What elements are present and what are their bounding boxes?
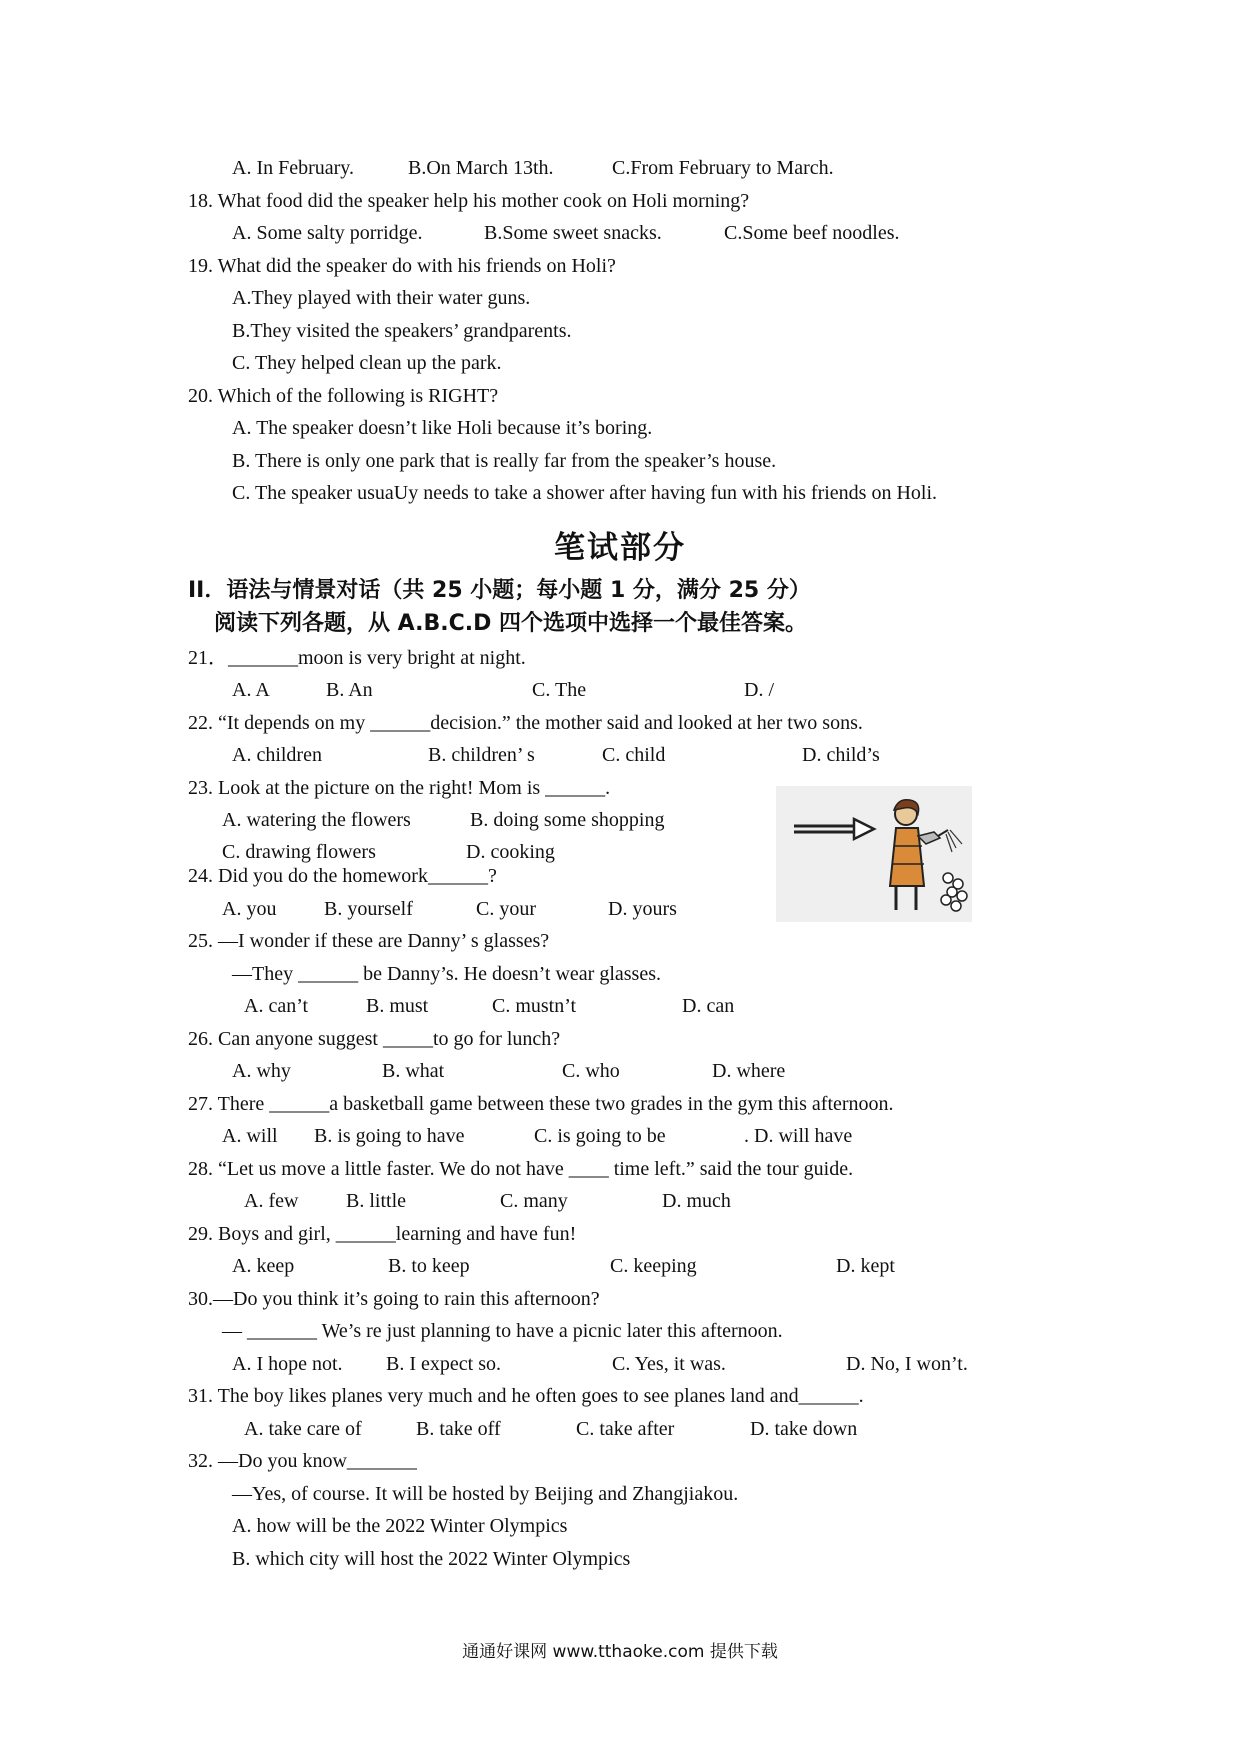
q30-option-a: A. I hope not. [232, 1353, 343, 1375]
q30-stem: 30.—Do you think it’s going to rain this afternoon? [188, 1288, 600, 1310]
page-footer: 通通好课网 www.tthaoke.com 提供下载 [462, 1642, 778, 1662]
section-heading: II．语法与情景对话（共 25 小题；每小题 1 分，满分 25 分） [188, 578, 811, 603]
q24-option-a: A. you [222, 898, 277, 920]
q21-option-b: B. An [326, 679, 373, 701]
q31-option-c: C. take after [576, 1418, 675, 1440]
q30-option-b: B. I expect so. [386, 1353, 501, 1375]
q31-option-b: B. take off [416, 1418, 501, 1440]
q20-option-b: B. There is only one park that is really far from the speaker’s house. [232, 450, 777, 472]
woman-watering-flowers-illustration [776, 786, 972, 922]
q22-stem: 22. “It depends on my ______decision.” the mother said and looked at her two sons. [188, 712, 863, 734]
q22-option-a: A. children [232, 744, 322, 766]
q18-option-c: C.Some beef noodles. [724, 222, 900, 244]
q21-option-d: D. / [744, 679, 774, 701]
q28-option-a: A. few [244, 1190, 299, 1212]
q32-option-a: A. how will be the 2022 Winter Olympics [232, 1515, 568, 1537]
q22-option-d: D. child’s [802, 744, 880, 766]
q27-option-b: B. is going to have [314, 1125, 465, 1147]
q26-stem: 26. Can anyone suggest _____to go for lunch? [188, 1028, 561, 1050]
q20-stem: 20. Which of the following is RIGHT? [188, 385, 499, 407]
q19-option-c: C. They helped clean up the park. [232, 352, 502, 374]
q21-stem: 21．_______moon is very bright at night. [188, 647, 526, 669]
q17-option-c: C.From February to March. [612, 157, 834, 179]
q18-option-a: A. Some salty porridge. [232, 222, 423, 244]
q30-option-d: D. No, I won’t. [846, 1353, 968, 1375]
q29-option-c: C. keeping [610, 1255, 697, 1277]
q29-stem: 29. Boys and girl, ______learning and have fun! [188, 1223, 577, 1245]
q24-stem: 24. Did you do the homework______? [188, 865, 497, 887]
q24-option-c: C. your [476, 898, 536, 920]
q22-option-c: C. child [602, 744, 666, 766]
q23-option-c: C. drawing flowers [222, 841, 376, 863]
q32-reply: —Yes, of course. It will be hosted by Beijing and Zhangjiakou. [232, 1483, 739, 1505]
q23-option-b: B. doing some shopping [470, 809, 665, 831]
q29-option-b: B. to keep [388, 1255, 470, 1277]
section-instruction: 阅读下列各题，从 A.B.C.D 四个选项中选择一个最佳答案。 [214, 611, 808, 636]
q19-option-a: A.They played with their water guns. [232, 287, 531, 309]
q30-option-c: C. Yes, it was. [612, 1353, 726, 1375]
q17-option-b: B.On March 13th. [408, 157, 554, 179]
q24-option-d: D. yours [608, 898, 677, 920]
q26-option-b: B. what [382, 1060, 445, 1082]
q31-option-a: A. take care of [244, 1418, 362, 1440]
q31-stem: 31. The boy likes planes very much and he often goes to see planes land and______. [188, 1385, 864, 1407]
q25-reply: —They ______ be Danny’s. He doesn’t wear glasses. [232, 963, 661, 985]
q25-stem: 25. —I wonder if these are Danny’ s glasses? [188, 930, 550, 952]
q21-option-a: A. A [232, 679, 270, 701]
q30-reply: — _______ We’s re just planning to have a picnic later this afternoon. [222, 1320, 783, 1342]
q25-option-a: A. can’t [244, 995, 309, 1017]
q17-option-a: A. In February. [232, 157, 355, 179]
watering-flowers-picture [776, 786, 972, 922]
written-section-title: 笔试部分 [554, 530, 686, 566]
q27-option-d: . D. will have [744, 1125, 853, 1147]
q18-option-b: B.Some sweet snacks. [484, 222, 662, 244]
q26-option-c: C. who [562, 1060, 620, 1082]
q28-stem: 28. “Let us move a little faster. We do not have ____ time left.” said the tour guide. [188, 1158, 854, 1180]
q28-option-b: B. little [346, 1190, 406, 1212]
q20-option-a: A. The speaker doesn’t like Holi because it’s boring. [232, 417, 653, 439]
q21-option-c: C. The [532, 679, 587, 701]
q25-option-c: C. mustn’t [492, 995, 577, 1017]
q23-option-a: A. watering the flowers [222, 809, 411, 831]
q23-option-d: D. cooking [466, 841, 555, 863]
q25-option-b: B. must [366, 995, 429, 1017]
q27-option-c: C. is going to be [534, 1125, 666, 1147]
q32-stem: 32. —Do you know_______ [188, 1450, 417, 1472]
q27-stem: 27. There ______a basketball game between these two grades in the gym this afternoon. [188, 1093, 894, 1115]
q29-option-a: A. keep [232, 1255, 295, 1277]
q28-option-c: C. many [500, 1190, 568, 1212]
q25-option-d: D. can [682, 995, 735, 1017]
q18-stem: 18. What food did the speaker help his mother cook on Holi morning? [188, 190, 750, 212]
q26-option-d: D. where [712, 1060, 786, 1082]
q31-option-d: D. take down [750, 1418, 858, 1440]
q32-option-b: B. which city will host the 2022 Winter Olympics [232, 1548, 631, 1570]
q29-option-d: D. kept [836, 1255, 895, 1277]
q26-option-a: A. why [232, 1060, 291, 1082]
q19-option-b: B.They visited the speakers’ grandparents. [232, 320, 572, 342]
q23-stem: 23. Look at the picture on the right! Mom is ______. [188, 777, 611, 799]
q19-stem: 19. What did the speaker do with his friends on Holi? [188, 255, 616, 277]
q22-option-b: B. children’ s [428, 744, 535, 766]
q20-option-c: C. The speaker usuaUy needs to take a shower after having fun with his friends on Holi. [232, 482, 938, 504]
q28-option-d: D. much [662, 1190, 731, 1212]
q27-option-a: A. will [222, 1125, 278, 1147]
q24-option-b: B. yourself [324, 898, 413, 920]
